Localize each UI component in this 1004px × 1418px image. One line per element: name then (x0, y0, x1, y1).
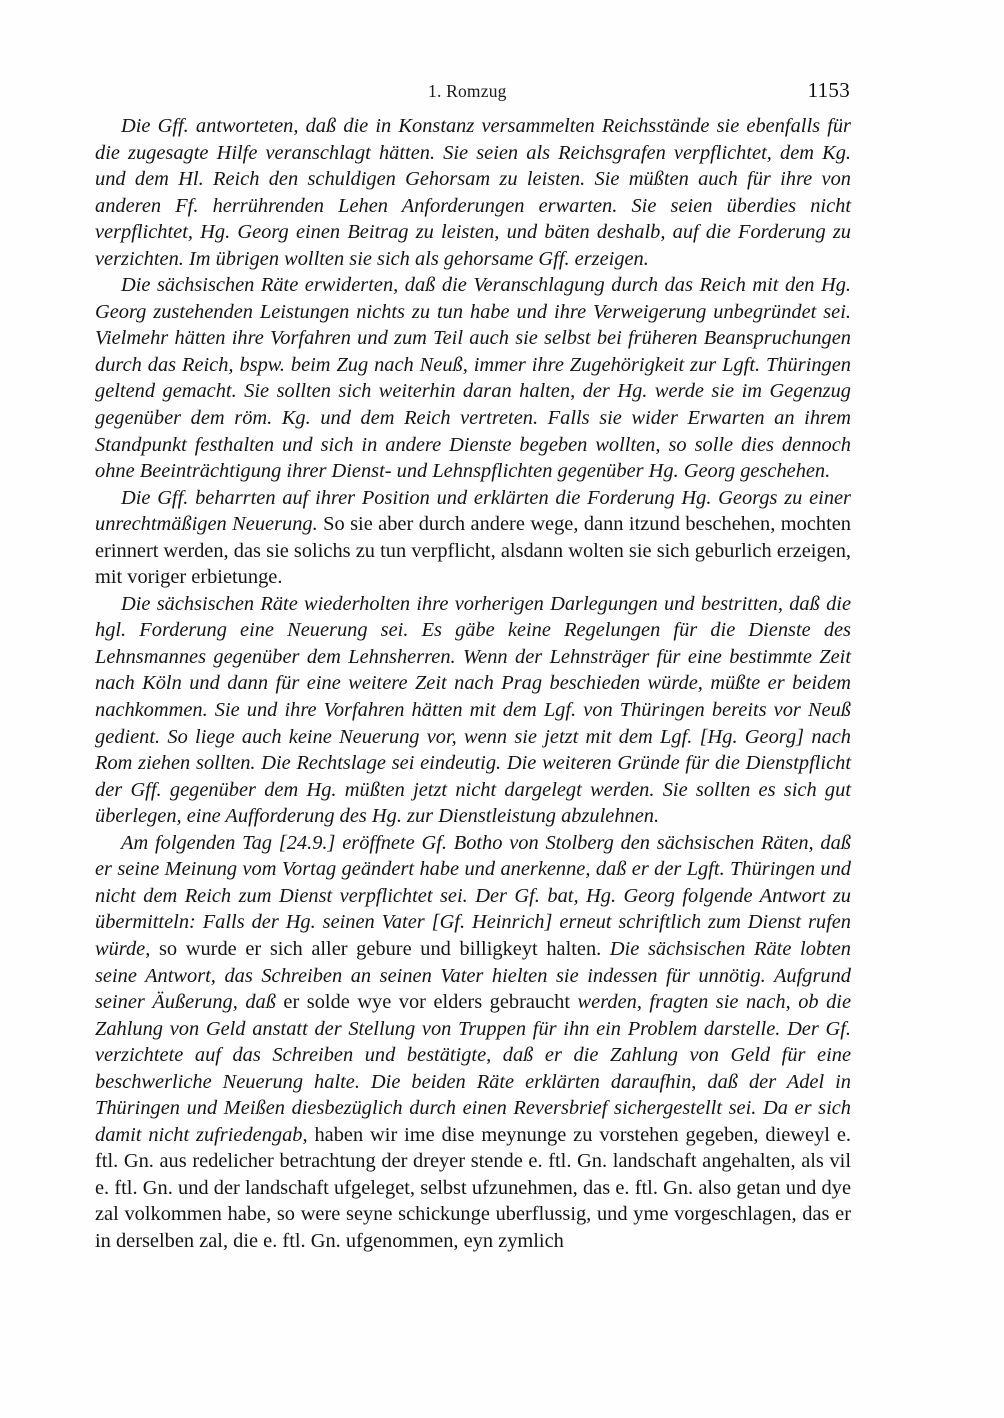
narrative-run: Die sächsischen Räte erwiderten, daß die Veranschlagung durch das Reich mit den Hg. Georg zustehenden Leistungen nichts zu tun habe und ihre Verweigerung unbegründet sei. Vielmehr hätten ihre Vorfahren und zum Teil auch sie selbst bei früheren Beanspruchungen durch das Reich, bspw. beim Zug nach Neuß, immer ihre Zugehörigkeit zur Lgft. Thüringen geltend gemacht. Sie sollten sich weiterhin daran halten, der Hg. werde sie im Gegenzug gegenüber dem röm. Kg. und dem Reich vertreten. Falls sie wider Erwarten an ihrem Standpunkt festhalten und sich in andere Dienste begeben wollten, so solle dies dennoch ohne Beeinträchtigung ihrer Dienst- und Lehnspflichten gegenüber Hg. Georg geschehen. (95, 274, 851, 483)
paragraph (95, 272, 851, 484)
source-quote-run: So sie aber durch andere wege, dann itzund beschehen, mochten erinnert werden, das sie solichs zu tun verpflicht, alsdann wolten sie sich geburlich erzeigen, mit voriger erbietunge. (95, 513, 851, 589)
narrative-run: Die sächsischen Räte wiederholten ihre vorherigen Darlegungen und bestritten, daß die hgl. Forderung eine Neuerung sei. Es gäbe keine Regelungen für die Dienste des Lehnsmannes gegenüber dem Lehnsherren. Wenn der Lehnsträger für eine bestimmte Zeit nach Köln und dann für eine weitere Zeit nach Prag beschieden würde, müßte er beidem nachkommen. Sie und ihre Vorfahren hätten mit dem Lgf. von Thüringen bereits vor Neuß gedient. So liege auch keine Neuerung vor, wenn sie jetzt mit dem Lgf. [Hg. Georg] nach Rom ziehen sollten. Die Rechtslage sei eindeutig. Die weiteren Gründe für die Dienstpflicht der Gff. gegenüber dem Hg. müßten jetzt nicht dargelegt werden. Sie sollten es sich gut überlegen, eine Aufforderung des Hg. zur Dienstleistung abzulehnen. (95, 592, 851, 828)
narrative-run: Die Gff. beharrten auf ihrer Position und erklärten die Forderung Hg. Georgs zu einer unrechtmäßigen Neuerung. (95, 486, 851, 536)
paragraph (95, 113, 851, 272)
running-head (95, 78, 850, 102)
source-quote-run: er solde wye vor elders gebraucht (275, 991, 571, 1014)
paragraph (95, 830, 851, 1255)
source-quote-run: so wurde er sich aller gebure und billigkeyt halten. (150, 937, 602, 960)
page-number: 1153 (807, 78, 850, 102)
source-quote-run: haben wir ime dise meynunge zu vorstehen gegeben, dieweyl e. ftl. Gn. aus redelicher betrachtung der dreyer stende e. ftl. Gn. landschaft angehalten, als vil e. ftl. Gn. und der landschaft ufgeleget, selbst ufzunehmen, das e. ftl. Gn. also getan und dye zal volkommen habe, so were seyne schickunge uberflussig, und yme vorgeschlagen, das er in derselben zal, die e. ftl. Gn. ufgenommen, eyn zymlich (95, 1123, 851, 1252)
narrative-run: Die sächsischen Räte lobten seine Antwort, das Schreiben an seinen Vater hielten sie indessen für unnötig. Aufgrund seiner Äußerung, daß (95, 937, 851, 1014)
narrative-run: Am folgenden Tag [24.9.] eröffnete Gf. Botho von Stolberg den sächsischen Räten, daß er seine Meinung vom Vortag geändert habe und anerkenne, daß er der Lgft. Thüringen und nicht dem Reich zum Dienst verpflichtet sei. Der Gf. bat, Hg. Georg folgende Antwort zu übermitteln: Falls der Hg. seinen Vater [Gf. Heinrich] erneut schriftlich zum Dienst rufen würde, (95, 831, 851, 960)
body-text-block (95, 113, 851, 1255)
paragraph (95, 591, 851, 830)
narrative-run: Die Gff. antworteten, daß die in Konstanz versammelten Reichsstände sie ebenfalls für die zugesagte Hilfe veranschlagt hätten. Sie seien als Reichsgrafen verpflichtet, dem Kg. und dem Hl. Reich den schuldigen Gehorsam zu leisten. Sie müßten auch für ihre von anderen Ff. herrührenden Lehen Anforderungen erwarten. Sie seien überdies nicht verpflichtet, Hg. Georg einen Beitrag zu leisten, und bäten deshalb, auf die Forderung zu verzichten. Im übrigen wollten sie sich als gehorsame Gff. erzeigen. (95, 115, 851, 270)
narrative-run: werden, fragten sie nach, ob die Zahlung von Geld anstatt der Stellung von Truppen für ihn ein Problem darstelle. Der Gf. verzichtete auf das Schreiben und bestätigte, daß er die Zahlung von Geld für eine beschwerliche Neuerung halte. Die beiden Räte erklärten daraufhin, daß der Adel in Thüringen und Meißen diesbezüglich durch einen Reversbrief sichergestellt sei. Da er sich damit nicht zufriedengab, (95, 991, 851, 1146)
paragraph (95, 485, 851, 591)
running-head-title: 1. Romzug (428, 81, 507, 101)
